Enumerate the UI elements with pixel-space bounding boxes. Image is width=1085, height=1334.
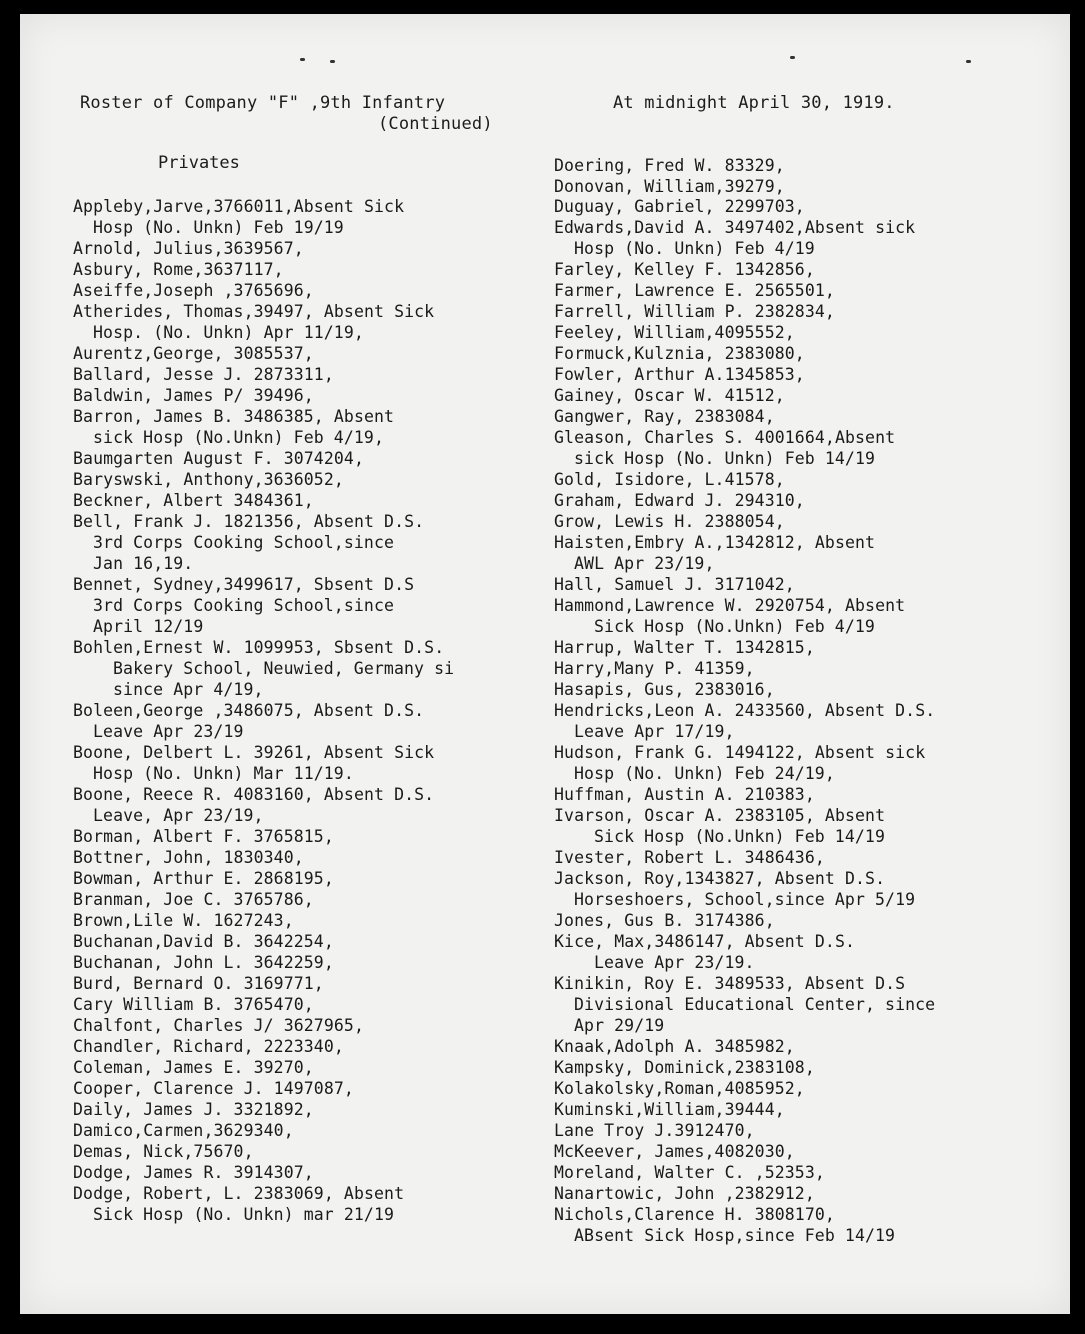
roster-entry-continuation: Sick Hosp (No.Unkn) Feb 14/19	[594, 827, 885, 846]
roster-entry: Barron, James B. 3486385, Absent	[73, 407, 395, 426]
roster-entry: Lane Troy J.3912470,	[554, 1121, 755, 1140]
roster-entry: Atherides, Thomas,39497, Absent Sick	[73, 302, 435, 321]
roster-entry: Aseiffe,Joseph ,3765696,	[73, 281, 314, 300]
roster-entry: Ivarson, Oscar A. 2383105, Absent	[554, 806, 886, 825]
roster-entry-continuation: Apr 29/19	[574, 1016, 665, 1035]
roster-entry-continuation: Hosp (No. Unkn) Mar 11/19.	[93, 764, 354, 783]
roster-entry-continuation: Hosp. (No. Unkn) Apr 11/19,	[93, 323, 364, 342]
roster-entry-continuation: Leave, Apr 23/19,	[93, 806, 264, 825]
roster-entry: Kolakolsky,Roman,4085952,	[554, 1079, 805, 1098]
roster-entry: Beckner, Albert 3484361,	[73, 491, 314, 510]
ink-speck	[300, 58, 305, 61]
roster-entry: Bohlen,Ernest W. 1099953, Sbsent D.S.	[73, 638, 445, 657]
roster-entry-continuation: Hosp (No. Unkn) Feb 4/19	[574, 239, 815, 258]
roster-entry: Jackson, Roy,1343827, Absent D.S.	[554, 869, 886, 888]
roster-entry: Boone, Reece R. 4083160, Absent D.S.	[73, 785, 435, 804]
roster-entry-continuation: sick Hosp (No. Unkn) Feb 14/19	[574, 449, 876, 468]
roster-entry: Buchanan, John L. 3642259,	[73, 953, 334, 972]
roster-entry: Huffman, Austin A. 210383,	[554, 785, 815, 804]
roster-entry: Nichols,Clarence H. 3808170,	[554, 1205, 835, 1224]
roster-entry: Buchanan,David B. 3642254,	[73, 932, 334, 951]
roster-entry: Graham, Edward J. 294310,	[554, 491, 805, 510]
roster-entry: Hudson, Frank G. 1494122, Absent sick	[554, 743, 926, 762]
roster-entry: Hasapis, Gus, 2383016,	[554, 680, 775, 699]
roster-entry: Moreland, Walter C. ,52353,	[554, 1163, 825, 1182]
roster-entry: Boleen,George ,3486075, Absent D.S.	[73, 701, 425, 720]
roster-entry: Edwards,David A. 3497402,Absent sick	[554, 218, 916, 237]
roster-entry-continuation: Jan 16,19.	[93, 554, 194, 573]
roster-entry-continuation: Hosp (No. Unkn) Feb 24/19,	[574, 764, 835, 783]
roster-entry: Doering, Fred W. 83329,	[554, 156, 785, 175]
roster-entry: Gleason, Charles S. 4001664,Absent	[554, 428, 896, 447]
roster-entry: Knaak,Adolph A. 3485982,	[554, 1037, 795, 1056]
roster-entry-continuation: Hosp (No. Unkn) Feb 19/19	[93, 218, 344, 237]
roster-entry: Appleby,Jarve,3766011,Absent Sick	[73, 197, 405, 216]
roster-entry-continuation: Horseshoers, School,since Apr 5/19	[574, 890, 916, 909]
roster-entry: Bottner, John, 1830340,	[73, 848, 304, 867]
roster-entry-continuation: Sick Hosp (No.Unkn) Feb 4/19	[594, 617, 875, 636]
roster-entry: Chalfont, Charles J/ 3627965,	[73, 1016, 364, 1035]
roster-entry: Hendricks,Leon A. 2433560, Absent D.S.	[554, 701, 936, 720]
roster-entry: Kice, Max,3486147, Absent D.S.	[554, 932, 856, 951]
roster-entry-continuation: Bakery School, Neuwied, Germany si	[113, 659, 455, 678]
roster-entry: Coleman, James E. 39270,	[73, 1058, 314, 1077]
roster-entry: Dodge, James R. 3914307,	[73, 1163, 314, 1182]
right-top-entries	[554, 155, 1054, 197]
roster-entry: Ivester, Robert L. 3486436,	[554, 848, 825, 867]
roster-entry: Harry,Many P. 41359,	[554, 659, 755, 678]
roster-entry: Daily, James J. 3321892,	[73, 1100, 314, 1119]
roster-entry: Aurentz,George, 3085537,	[73, 344, 314, 363]
roster-entry: Kinikin, Roy E. 3489533, Absent D.S	[554, 974, 906, 993]
roster-entry: Baldwin, James P/ 39496,	[73, 386, 314, 405]
roster-entry: Donovan, William,39279,	[554, 177, 785, 196]
roster-entry: Cooper, Clarence J. 1497087,	[73, 1079, 354, 1098]
roster-entry: Baumgarten August F. 3074204,	[73, 449, 364, 468]
ink-speck	[966, 60, 971, 63]
roster-entry: Harrup, Walter T. 1342815,	[554, 638, 815, 657]
roster-entry-continuation: April 12/19	[93, 617, 204, 636]
continued-label: (Continued)	[378, 114, 493, 134]
roster-date: At midnight April 30, 1919.	[613, 93, 895, 113]
roster-entry: Jones, Gus B. 3174386,	[554, 911, 775, 930]
roster-entry: Kuminski,William,39444,	[554, 1100, 785, 1119]
roster-entry-continuation: Divisional Educational Center, since	[574, 995, 936, 1014]
roster-entry: Brown,Lile W. 1627243,	[73, 911, 294, 930]
roster-entry-continuation: sick Hosp (No.Unkn) Feb 4/19,	[93, 428, 384, 447]
ink-speck	[330, 60, 335, 63]
ink-speck	[790, 56, 795, 59]
roster-entry: Ballard, Jesse J. 2873311,	[73, 365, 334, 384]
roster-entry: Hall, Samuel J. 3171042,	[554, 575, 795, 594]
roster-entry: Feeley, William,4095552,	[554, 323, 795, 342]
section-heading-privates: Privates	[158, 153, 240, 173]
roster-entry: Burd, Bernard O. 3169771,	[73, 974, 324, 993]
roster-entry: Formuck,Kulznia, 2383080,	[554, 344, 805, 363]
roster-entry: Gainey, Oscar W. 41512,	[554, 386, 785, 405]
roster-entry-continuation: 3rd Corps Cooking School,since	[93, 533, 395, 552]
roster-entry: Gold, Isidore, L.41578,	[554, 470, 785, 489]
roster-entry: Farley, Kelley F. 1342856,	[554, 260, 815, 279]
roster-entry: Nanartowic, John ,2382912,	[554, 1184, 815, 1203]
roster-entry: Hammond,Lawrence W. 2920754, Absent	[554, 596, 906, 615]
roster-entry: Farmer, Lawrence E. 2565501,	[554, 281, 835, 300]
roster-entry: Dodge, Robert, L. 2383069, Absent	[73, 1184, 405, 1203]
roster-entry: Cary William B. 3765470,	[73, 995, 314, 1014]
roster-entry-continuation: Leave Apr 17/19,	[574, 722, 735, 741]
roster-entry: Duguay, Gabriel, 2299703,	[554, 197, 805, 216]
left-roster-column	[73, 196, 573, 1225]
roster-entry: McKeever, James,4082030,	[554, 1142, 795, 1161]
roster-entry-continuation: Sick Hosp (No. Unkn) mar 21/19	[93, 1205, 395, 1224]
right-roster-column	[554, 196, 1054, 1246]
roster-entry-continuation: Leave Apr 23/19.	[594, 953, 755, 972]
roster-entry: Boone, Delbert L. 39261, Absent Sick	[73, 743, 435, 762]
roster-entry: Bell, Frank J. 1821356, Absent D.S.	[73, 512, 425, 531]
roster-entry: Baryswski, Anthony,3636052,	[73, 470, 344, 489]
roster-entry-continuation: AWL Apr 23/19,	[574, 554, 715, 573]
roster-entry: Damico,Carmen,3629340,	[73, 1121, 294, 1140]
roster-entry: Fowler, Arthur A.1345853,	[554, 365, 805, 384]
roster-entry-continuation: ABsent Sick Hosp,since Feb 14/19	[574, 1226, 896, 1245]
roster-entry: Branman, Joe C. 3765786,	[73, 890, 314, 909]
roster-entry: Demas, Nick,75670,	[73, 1142, 254, 1161]
roster-entry: Farrell, William P. 2382834,	[554, 302, 835, 321]
roster-entry: Borman, Albert F. 3765815,	[73, 827, 334, 846]
roster-entry: Kampsky, Dominick,2383108,	[554, 1058, 815, 1077]
roster-entry: Haisten,Embry A.,1342812, Absent	[554, 533, 876, 552]
roster-entry: Gangwer, Ray, 2383084,	[554, 407, 775, 426]
roster-entry: Grow, Lewis H. 2388054,	[554, 512, 785, 531]
roster-entry-continuation: Leave Apr 23/19	[93, 722, 244, 741]
roster-entry: Arnold, Julius,3639567,	[73, 239, 304, 258]
roster-entry: Bennet, Sydney,3499617, Sbsent D.S	[73, 575, 415, 594]
roster-entry: Chandler, Richard, 2223340,	[73, 1037, 344, 1056]
roster-entry-continuation: 3rd Corps Cooking School,since	[93, 596, 395, 615]
roster-entry: Asbury, Rome,3637117,	[73, 260, 284, 279]
roster-entry: Bowman, Arthur E. 2868195,	[73, 869, 334, 888]
roster-entry-continuation: since Apr 4/19,	[113, 680, 264, 699]
roster-title: Roster of Company "F" ,9th Infantry	[80, 93, 446, 113]
